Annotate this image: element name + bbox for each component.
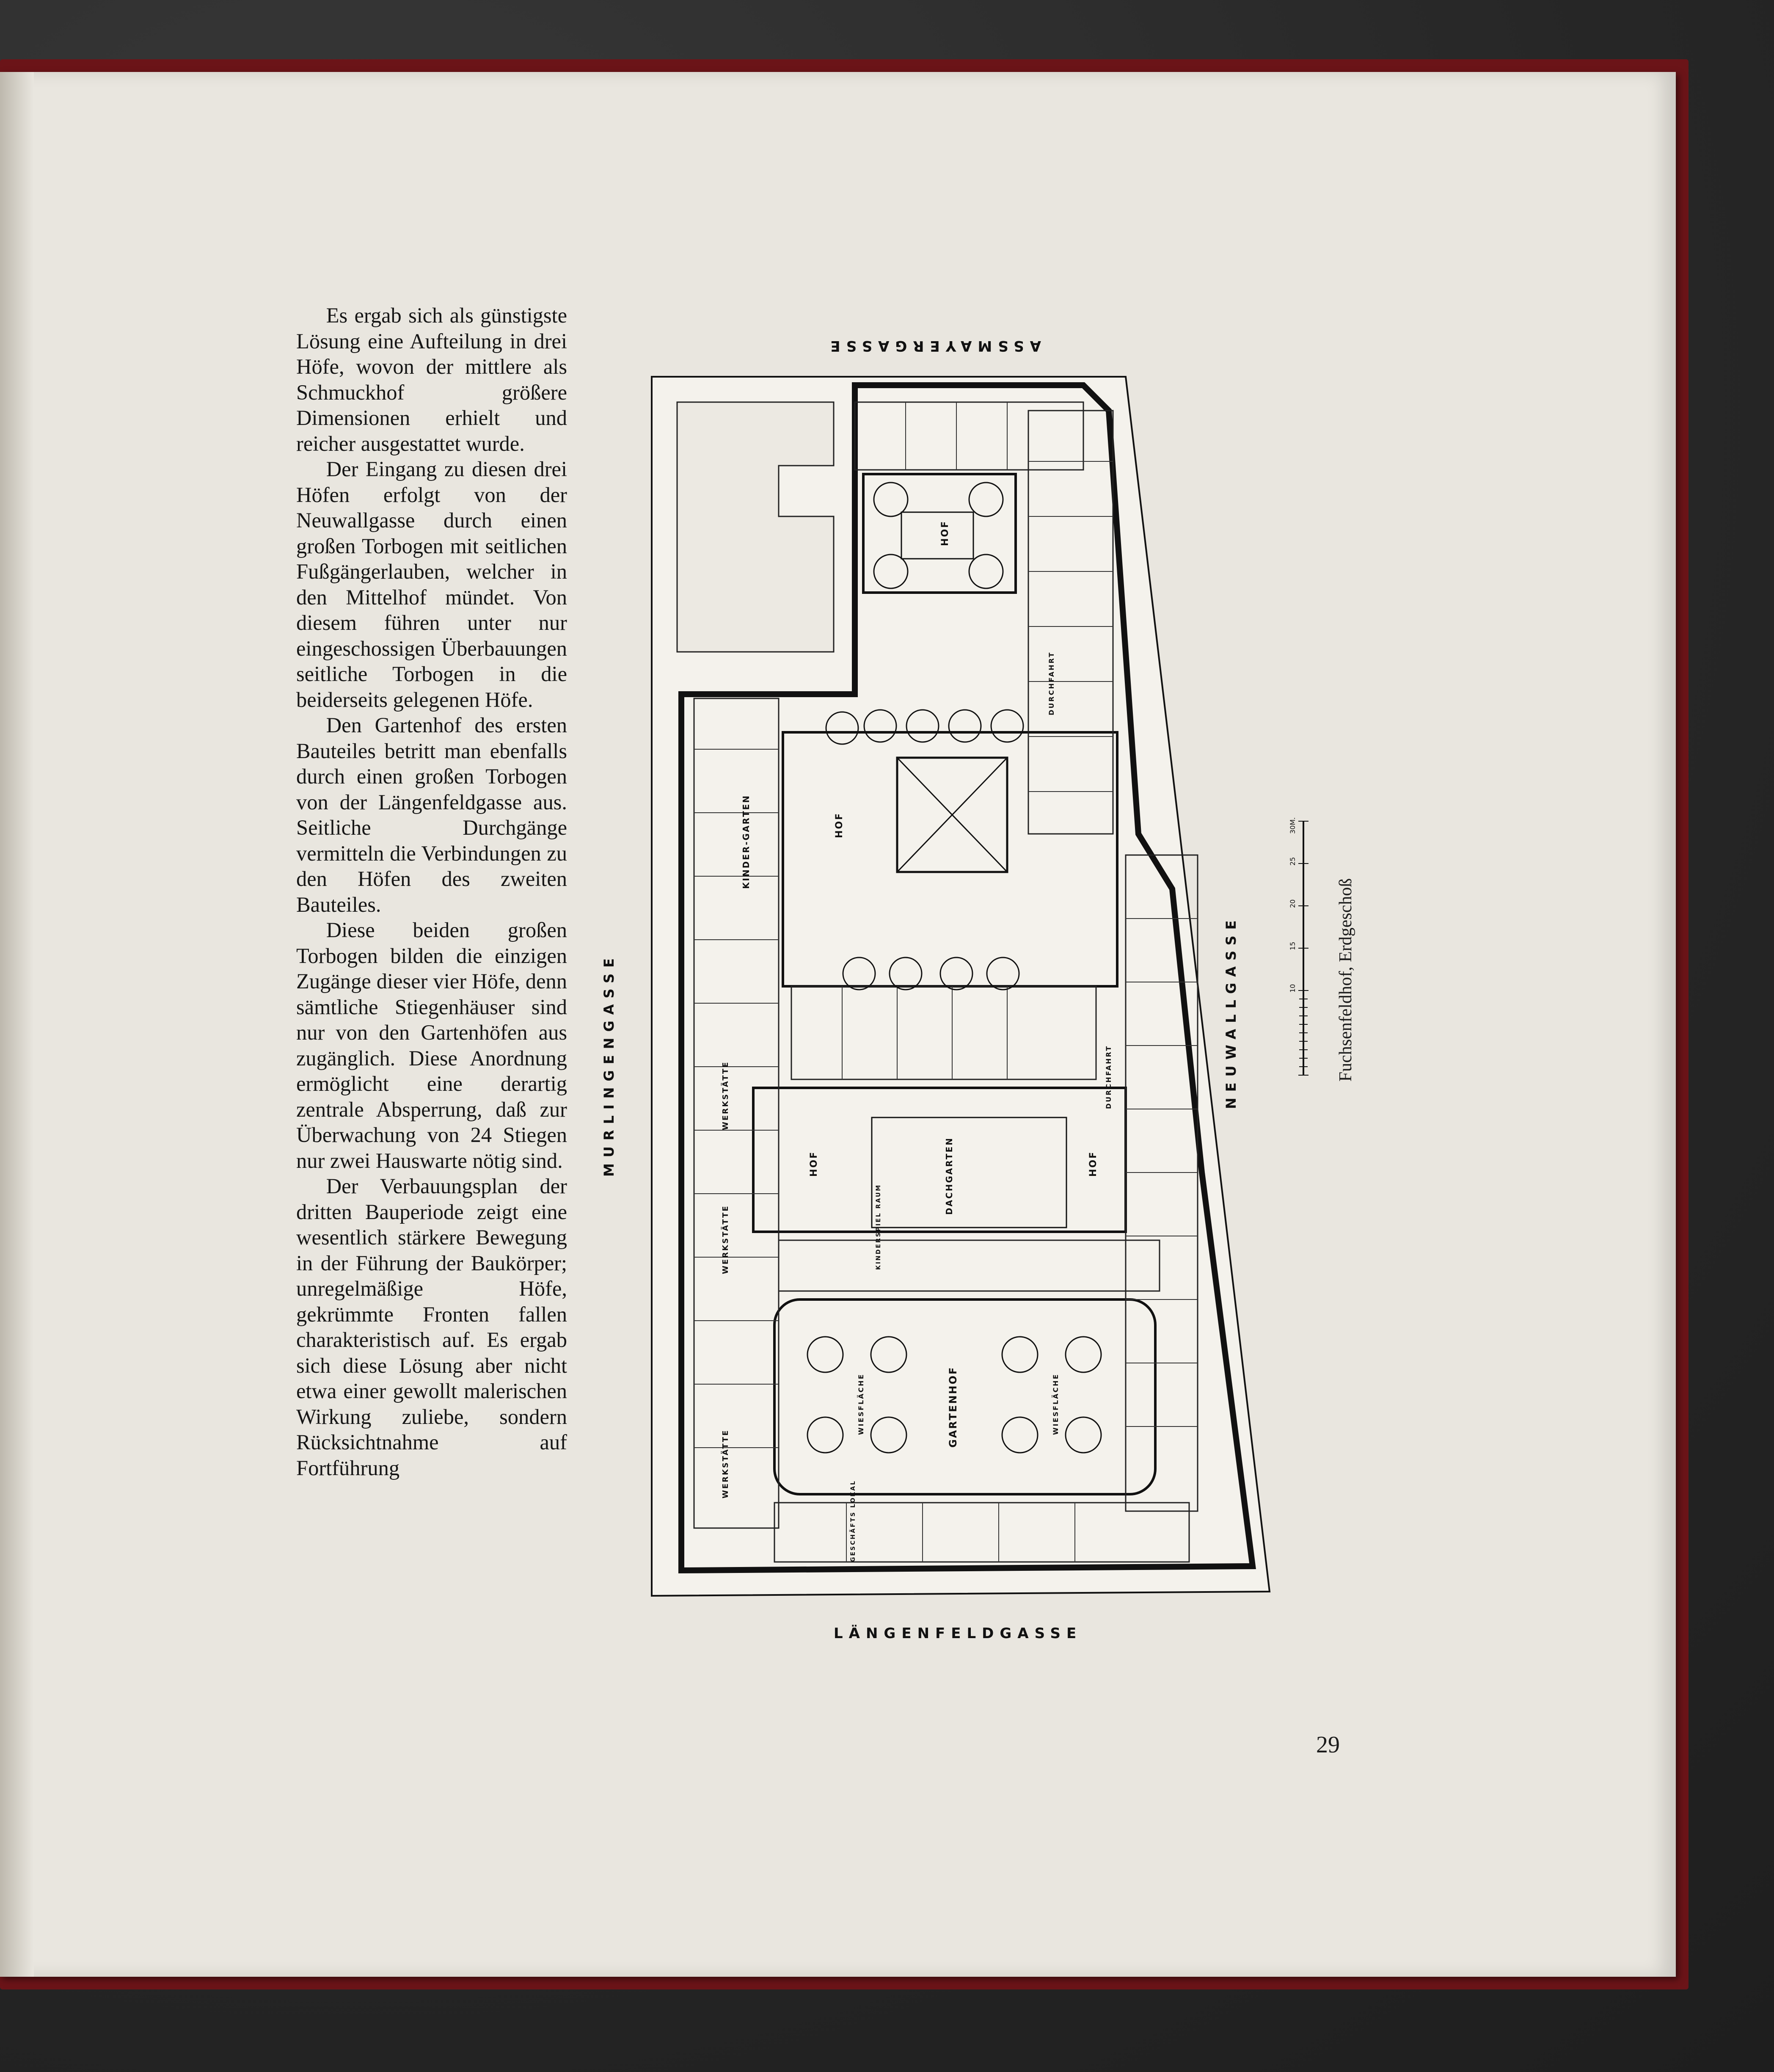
label-durchfahrt: DURCHFAHRT [1105,1045,1113,1109]
page-number: 29 [1316,1732,1340,1758]
label-hof: HOF [1088,1150,1099,1177]
plan-caption: Fuchsenfeldhof, Erdgeschoß [1336,878,1355,1082]
label-wiesflaeche: WIESFLÄCHE [1052,1373,1060,1435]
street-label-left: MURLINGENGASSE [601,952,617,1177]
label-geschaeftslokal: GESCHÄFTS LOKAL [850,1480,857,1562]
scale-tick: 10 [1289,984,1297,993]
paragraph: Der Verbauungsplan der dritten Bauperiode zeigt eine wesentlich stärkere Bewegung in der Führung der Baukörper; unregelmäßige Höfe, gekrümmte Fronten fallen charakteristisch auf. Es ergab sich diese Lösung aber nicht etwa einer gewollt malerischen Wirkung zuliebe, sondern Rücksichtnahme auf Fortführung [296,1174,567,1480]
scale-tick: 20 [1289,899,1297,908]
label-werkstaette: WERKSTÄTTE [721,1205,730,1274]
court-2 [783,732,1117,986]
paragraph: Der Eingang zu diesen drei Höfen erfolgt von der Neuwallgasse durch einen großen Torbogen mit seitlichen Fußgängerlauben, welcher in den Mittelhof mündet. Von diesem führen unter nur eingeschossigen Überbauungen seitliche Torbogen in die beiderseits gelegenen Höfe. [296,457,567,712]
paragraph: Diese beiden großen Torbogen bilden die einzigen Zugänge dieser vier Höfe, denn sämtliche Stiegenhäuser sind nur von den Gartenhöfen aus zugänglich. Diese Anordnung ermöglicht eine derartig zentrale Absperrung, daß zur Überwachung von 24 Stiegen nur zwei Hauswarte nötig sind. [296,918,567,1173]
neighbour-plot [677,402,834,652]
scale-bar [1278,817,1316,1079]
label-werkstaette: WERKSTÄTTE [721,1061,730,1130]
label-dachgarten: DACHGARTEN [944,1137,954,1215]
label-gartenhof: GARTENHOF [947,1366,959,1448]
label-hof: HOF [809,1150,819,1177]
street-label-bottom: LÄNGENFELDGASSE [834,1625,1083,1642]
body-text-column [296,303,567,1481]
caption-container [1320,821,1371,1139]
floor-plan [601,326,1295,1642]
label-durchfahrt: DURCHFAHRT [1047,651,1055,715]
court-gartenhof [774,1299,1155,1494]
street-label-right: NEUWALLGASSE [1223,914,1239,1109]
label-kindergarten: KINDER-GARTEN [741,794,751,889]
label-hof: HOF [940,520,950,546]
label-wiesflaeche: WIESFLÄCHE [857,1373,865,1435]
label-kinderspielraum: KINDERSPIEL RAUM [875,1184,882,1270]
scale-tick: 30M. [1289,817,1297,834]
scale-tick: 25 [1289,857,1297,866]
paragraph: Es ergab sich als günstigste Lösung eine Aufteilung in drei Höfe, wovon der mittlere als Schmuckhof größere Dimensionen erhielt und reicher ausgestattet wurde. [296,303,567,455]
label-werkstaette: WERKSTÄTTE [721,1429,730,1498]
scale-tick: 15 [1289,941,1297,950]
label-hof: HOF [834,812,845,838]
street-label-top: ASSMAYERGASSE [824,337,1041,354]
paragraph: Den Gartenhof des ersten Bauteiles betritt man ebenfalls durch einen großen Torbogen von der Längenfeldgasse aus. Seitliche Durchgänge vermitteln die Verbindungen zu den Höfen des zweiten Bauteiles. [296,713,567,916]
court-1 [863,474,1016,593]
page-gutter [0,72,34,1977]
